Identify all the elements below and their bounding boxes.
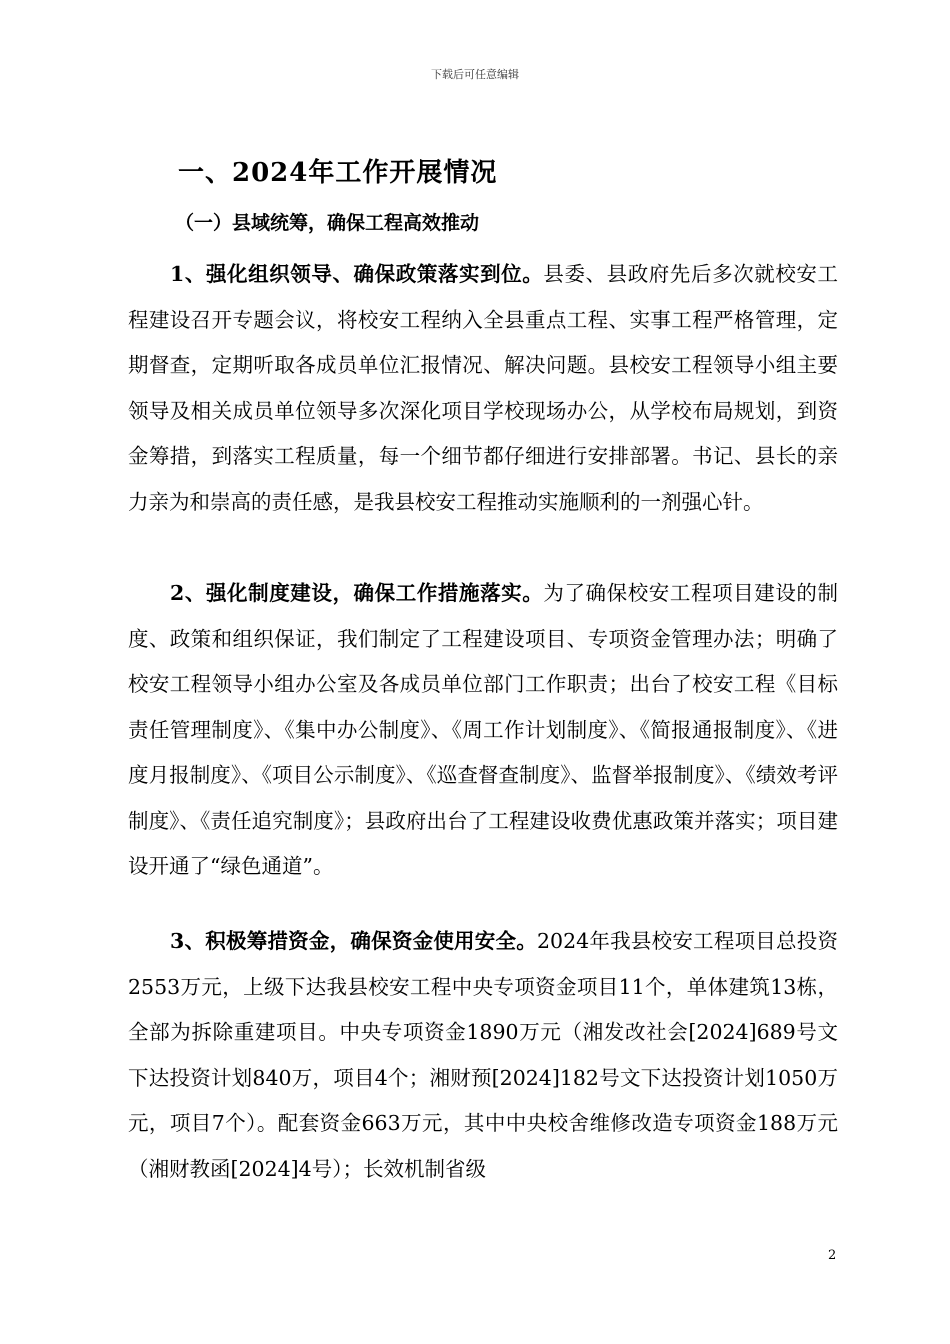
paragraph-system-building xyxy=(128,571,838,890)
paragraph-text: 县委、县政府先后多次就校安工程建设召开专题会议，将校安工程纳入全县重点工程、实事工程严格管理，定期督查，定期听取各成员单位汇报情况、解决问题。县校安工程领导小组主要领导及相关成员单位领导多次深化项目学校现场办公，从学校布局规划，到资金筹措，到落实工程质量，每一个细节都仔细进行安排部署。书记、县长的亲力亲为和崇高的责任感，是我县校安工程推动实施顺利的一剂强心针。 xyxy=(128,262,839,514)
section-heading: 一、2024年工作开展情况 xyxy=(178,158,498,188)
paragraph-organization-leadership xyxy=(128,252,838,525)
paragraph-text: 2024年我县校安工程项目总投资2553万元，上级下达我县校安工程中央专项资金项目11个，单体建筑13栋，全部为拆除重建项目。中央专项资金1890万元（湘发改社会[2024]689号文下达投资计划840万，项目4个；湘财预[2024]182号文下达投资计划1050万元，项目7个）。配套资金663万元，其中中央校舍维修改造专项资金188万元（湘财教函[2024]4号）；长效机制省级 xyxy=(128,929,839,1181)
body-paragraph xyxy=(128,571,838,890)
paragraph-funding xyxy=(128,919,838,1192)
paragraph-lead: 3、积极筹措资金，确保资金使用安全。 xyxy=(170,929,538,953)
body-paragraph xyxy=(128,919,838,1192)
paragraph-lead: 2、强化制度建设，确保工作措施落实。 xyxy=(170,581,544,605)
paragraph-lead: 1、强化组织领导、确保政策落实到位。 xyxy=(170,262,544,286)
page-header: 下载后可任意编辑 xyxy=(431,68,519,81)
subsection-heading: （一）县域统筹，确保工程高效推动 xyxy=(175,212,480,234)
paragraph-text: 为了确保校安工程项目建设的制度、政策和组织保证，我们制定了工程建设项目、专项资金管理办法；明确了校安工程领导小组办公室及各成员单位部门工作职责；出台了校安工程《目标责任管理制度》、《集中办公制度》、《周工作计划制度》、《简报通报制度》、《进度月报制度》、《项目公示制度》、《巡查督查制度》、监督举报制度》、《绩效考评制度》、《责任追究制度》；县政府出台了工程建设收费优惠政策并落实；项目建设开通了“绿色通道”。 xyxy=(128,581,839,878)
body-paragraph xyxy=(128,252,838,525)
page-number: 2 xyxy=(828,1248,837,1263)
